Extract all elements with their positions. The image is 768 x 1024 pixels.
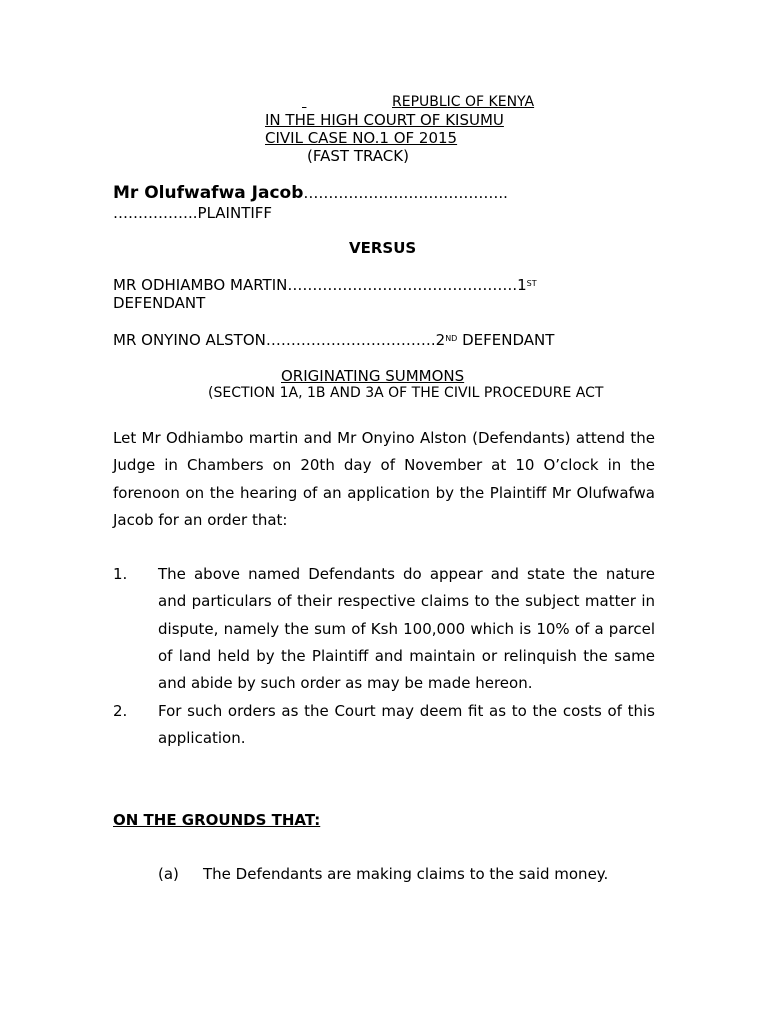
versus-label: VERSUS — [349, 239, 417, 257]
case-number: CIVIL CASE NO.1 OF 2015 — [265, 129, 458, 147]
item-1-text: The above named Defendants do appear and state the nature and particulars of their respective claims to the subject matter in dispute, namely the sum of Ksh 100,000 which is 10% of a parcel of land held by the Plaintiff and maintain or relinquish the same and abide by such order as may be made hereon. — [158, 565, 655, 693]
plaintiff-line — [113, 183, 508, 204]
defendant-1-label: DEFENDANT — [113, 294, 206, 312]
plaintiff-name: Mr Olufwafwa Jacob — [113, 183, 304, 203]
plaintiff-dots: ………………………………….. — [303, 184, 508, 202]
defendant-1-ordinal: ST — [526, 279, 537, 288]
defendant-2-line — [113, 331, 554, 349]
summons-title: ORIGINATING SUMMONS — [281, 367, 465, 385]
item-2-number: 2. — [113, 702, 128, 720]
defendant-2-label: DEFENDANT — [457, 331, 555, 349]
defendant-1-line — [113, 276, 537, 294]
item-1-number: 1. — [113, 565, 128, 583]
court-heading: IN THE HIGH COURT OF KISUMU — [265, 111, 504, 129]
defendant-1-name: MR ODHIAMBO MARTIN……………………………………….1 — [113, 276, 527, 294]
item-2-text: For such orders as the Court may deem fit as to the costs of this application. — [158, 702, 655, 748]
defendant-2-name: MR ONYINO ALSTON…………………………….2 — [113, 331, 446, 349]
plaintiff-label: ……………..PLAINTIFF — [113, 204, 273, 222]
ground-a-text: The Defendants are making claims to the said money. — [203, 865, 609, 883]
defendant-2-ordinal: ND — [445, 334, 458, 343]
header-underline-gap — [302, 94, 392, 111]
summons-subtitle: (SECTION 1A, 1B AND 3A OF THE CIVIL PROCEDURE ACT — [208, 385, 604, 401]
republic-heading — [302, 94, 534, 111]
intro-paragraph: Let Mr Odhiambo martin and Mr Onyino Alston (Defendants) attend the Judge in Chambers on 20th day of November at 10 O’clock in the forenoon on the hearing of an application by the Plaintiff Mr Olufwafwa Jacob for an order that: — [113, 429, 655, 529]
grounds-heading: ON THE GROUNDS THAT: — [113, 811, 321, 829]
fast-track-label: (FAST TRACK) — [307, 147, 409, 165]
republic-text: REPUBLIC OF KENYA — [392, 94, 535, 110]
ground-a-label: (a) — [158, 865, 179, 883]
